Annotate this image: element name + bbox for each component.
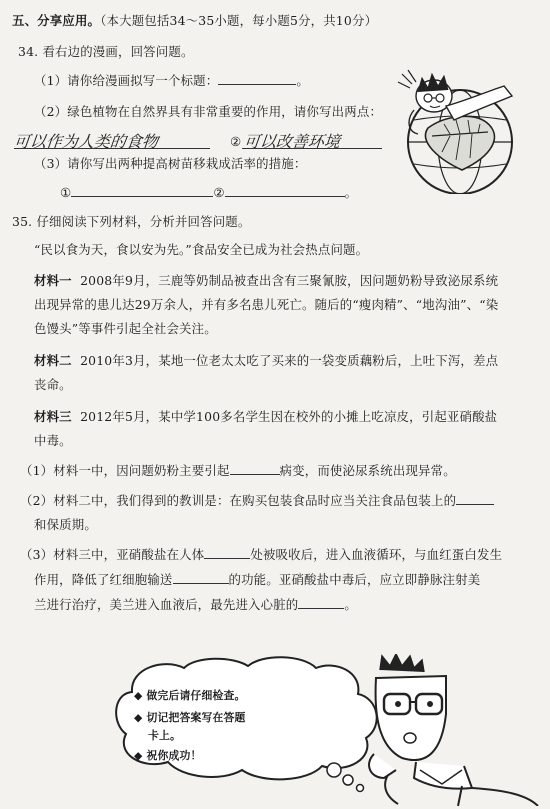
- material-1-line-3: 色馒头”等事件引起全社会关注。: [34, 321, 217, 336]
- handwritten-answer-1: 可以作为人类的食物: [12, 132, 159, 151]
- q35-sub3-f: 。: [344, 597, 357, 612]
- bubble-text-2: 切记把答案写在答题: [146, 711, 246, 724]
- q35-sub2-line-1: [20, 493, 494, 508]
- q34-sub1: [34, 73, 309, 88]
- absorb-site-blank[interactable]: [204, 548, 250, 559]
- material-1-line-1: [34, 273, 498, 288]
- bubble-item-2: ◆ 切记把答案写在答题: [134, 711, 246, 724]
- answer2-line: [242, 148, 382, 149]
- q35-sub2-a: （2）材料二中，我们得到的教训是：在购买包装食品时应当关注食品包装上的: [20, 493, 457, 508]
- handwritten-answer-2: 可以改善环境: [242, 132, 341, 151]
- bubble-item-2-cont: 卡上。: [148, 729, 181, 742]
- q34-sub3-blanks: [60, 185, 357, 200]
- bubble-item-3: ◆ 祝你成功！: [134, 749, 202, 762]
- material-3-text-1: 2012年5月，某中学100多名学生因在校外的小摊上吃凉皮，引起亚硝酸盐: [80, 409, 498, 424]
- material-3-label: 材料三: [34, 409, 72, 424]
- q34-sub1-text: （1）请你给漫画拟写一个标题：: [34, 73, 219, 88]
- leaf-globe-cartoon: [388, 62, 536, 194]
- section-note: （本大题包括34～35小题，每小题5分，共10分）: [100, 13, 378, 28]
- q35-sub1-b: 病变，而使泌尿系统出现异常。: [279, 463, 456, 478]
- q34-sub2: （2）绿色植物在自然界具有非常重要的作用，请你写出两点：: [34, 104, 383, 119]
- q34-stem: 34. 看右边的漫画，回答问题。: [18, 44, 194, 59]
- organ-blank[interactable]: [230, 464, 280, 475]
- function-blank[interactable]: [173, 573, 229, 584]
- q34-n2: ②: [213, 185, 225, 200]
- material-1-text-1: 2008年9月，三鹿等奶制品被查出含有三聚氰胺，因问题奶粉导致泌尿系统: [80, 273, 499, 288]
- bubble-text-1: 做完后请仔细检查。: [146, 689, 246, 702]
- q35-sub3-line-2: [34, 572, 480, 587]
- section-heading: 五、分享应用。: [12, 13, 101, 28]
- q34-sub3: （3）请你写出两种提高树苗移栽成活率的措施：: [34, 156, 307, 171]
- q34-sub1-end: 。: [296, 73, 309, 88]
- material-2-line-2: 丧命。: [34, 377, 72, 392]
- bubble-text-3: 祝你成功！: [146, 749, 202, 762]
- q35-sub3-e: 兰进行治疗，美兰进入血液后，最先进入心脏的: [34, 597, 299, 612]
- q34-title-blank[interactable]: [218, 74, 296, 85]
- material-2-line-1: [34, 353, 498, 368]
- measure-2-blank[interactable]: [225, 186, 345, 197]
- q35-sub3-line-1: [20, 547, 502, 562]
- q35-stem: 35. 仔细阅读下列材料，分析并回答问题。: [12, 214, 251, 229]
- q35-sub1-a: （1）材料一中，因问题奶粉主要引起: [20, 463, 230, 478]
- q35-sub3-b: 处被吸收后，进入血液循环，与血红蛋白发生: [250, 547, 503, 562]
- q35-sub3-a: （3）材料三中，亚硝酸盐在人体: [20, 547, 205, 562]
- q35-sub1: [20, 463, 456, 478]
- q35-quote: “民以食为天，食以安为先。”食品安全已成为社会热点问题。: [34, 242, 369, 257]
- material-2-text-1: 2010年3月，某地一位老太太吃了买来的一袋变质藕粉后，上吐下泻，差点: [80, 353, 499, 368]
- label-info-blank[interactable]: [456, 494, 494, 505]
- material-1-label: 材料一: [34, 273, 72, 288]
- material-2-label: 材料二: [34, 353, 72, 368]
- heart-chamber-blank[interactable]: [298, 598, 344, 609]
- material-1-line-2: 出现异常的患儿达29万余人，并有多名患儿死亡。随后的“瘦肉精”、“地沟油”、“染: [34, 297, 499, 312]
- section-header: [12, 13, 377, 28]
- q35-sub2-line-2: 和保质期。: [34, 517, 97, 532]
- material-3-line-1: [34, 409, 497, 424]
- answer1-line: [14, 148, 210, 149]
- q35-sub3-line-3: [34, 597, 357, 612]
- q35-sub3-c: 作用，降低了红细胞输送: [34, 572, 173, 587]
- measure-1-blank[interactable]: [71, 186, 213, 197]
- q34-n1: ①: [60, 185, 72, 200]
- material-3-line-2: 中毒。: [34, 433, 72, 448]
- answer2-number: ②: [230, 134, 242, 149]
- q34-sub3-end: 。: [344, 185, 358, 200]
- bubble-item-1: ◆ 做完后请仔细检查。: [134, 689, 246, 702]
- q35-sub3-d: 的功能。亚硝酸盐中毒后，应立即静脉注射美: [228, 572, 481, 587]
